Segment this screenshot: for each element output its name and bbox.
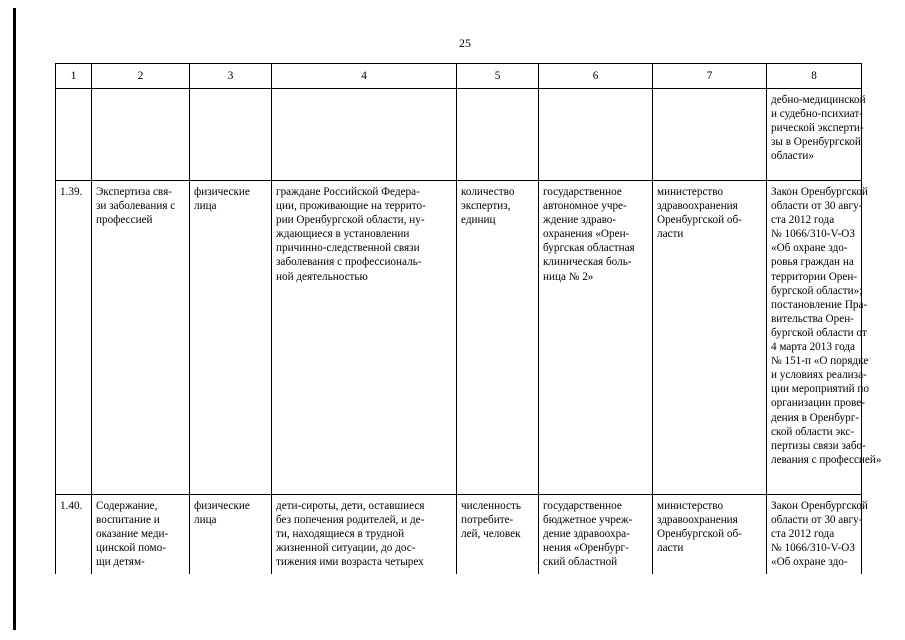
text-line: ласти (657, 542, 684, 555)
text-line: области от 30 авгу- (771, 200, 863, 213)
consumer-description-cell (272, 181, 457, 495)
service-name-cell (92, 181, 190, 495)
text-line: ста 2012 года (771, 214, 835, 227)
table-cell (190, 89, 272, 181)
row-number-cell (56, 181, 92, 495)
text-line: нения «Оренбург- (543, 542, 629, 555)
legal-basis-cell (767, 495, 868, 575)
institution-cell (539, 495, 653, 575)
text-line: тижения ими возраста четырех (276, 556, 424, 569)
text-line: численность (461, 500, 521, 512)
services-table (55, 63, 882, 574)
text-line: жизненной ситуации, до дос- (276, 542, 416, 555)
text-line: экспертиз, (461, 200, 511, 213)
indicator-cell (457, 181, 539, 495)
authority-cell (653, 495, 767, 575)
authority-cell (653, 181, 767, 495)
header-cell: 6 (539, 64, 653, 89)
text-line: рической эксперти- (771, 122, 864, 135)
text-line: заболевания с профессиональ- (276, 256, 422, 269)
table-cell (653, 89, 767, 181)
text-line: здравоохранения (657, 514, 738, 527)
consumer-category-cell (190, 181, 272, 495)
text-line: ста 2012 года (771, 528, 835, 541)
table-cell (272, 89, 457, 181)
text-line: 1.40. (60, 500, 83, 512)
text-line: ровья граждан на (771, 256, 854, 269)
text-line: оказание меди- (96, 528, 169, 541)
text-line: клиническая боль- (543, 256, 632, 269)
text-line: зы в Оренбургской (771, 136, 861, 149)
text-line: ский областной (543, 556, 618, 569)
text-line: министерство (657, 186, 724, 198)
text-line: ласти (657, 228, 684, 241)
text-line: дебно-медицинской (771, 94, 866, 106)
table-cell (767, 89, 866, 181)
header-cell: 2 (92, 64, 190, 89)
table-row (56, 89, 862, 181)
consumer-category-cell (190, 495, 272, 575)
page-number: 25 (459, 36, 471, 50)
text-line: № 1066/310-V-ОЗ (771, 542, 855, 555)
text-line: бургская областная (543, 242, 635, 255)
header-cell: 3 (190, 64, 272, 89)
text-line: физические (194, 500, 250, 512)
text-line: воспитание и (96, 514, 160, 527)
text-line: министерство (657, 500, 724, 512)
text-line: ти, находящиеся в трудной (276, 528, 405, 541)
text-line: цинской помо- (96, 542, 166, 555)
text-line: области от 30 авгу- (771, 514, 863, 527)
text-line: территории Орен- (771, 270, 858, 283)
text-line: ждающиеся в установлении (276, 228, 410, 241)
text-line: ции мероприятий по (771, 383, 869, 396)
text-line: организации прове- (771, 397, 865, 410)
text-line: дение здравоохра- (543, 528, 630, 541)
text-line: рии Оренбургской области, ну- (276, 214, 425, 227)
text-line: здравоохранения (657, 200, 738, 213)
text-line: профессией (96, 214, 153, 227)
table-row (56, 495, 862, 575)
text-line: бюджетное учреж- (543, 514, 633, 527)
table-cell (539, 89, 653, 181)
consumer-description-cell (272, 495, 457, 575)
text-line: «Об охране здо- (771, 556, 848, 569)
text-line: «Об охране здо- (771, 242, 848, 255)
service-name-cell (92, 495, 190, 575)
text-line: Содержание, (96, 500, 158, 512)
institution-cell (539, 181, 653, 495)
text-line: лица (194, 200, 217, 213)
text-line: государственное (543, 500, 622, 512)
text-line: области» (771, 150, 814, 163)
header-cell: 4 (272, 64, 457, 89)
row-number-cell (56, 495, 92, 575)
text-line: без попечения родителей, и де- (276, 514, 425, 527)
indicator-cell (457, 495, 539, 575)
text-line: ной деятельностью (276, 270, 368, 283)
text-line: ской области экс- (771, 425, 855, 438)
header-cell: 8 (767, 64, 862, 89)
text-line: Оренбургской об- (657, 214, 742, 227)
header-cell: 5 (457, 64, 539, 89)
table-header-row (56, 64, 862, 89)
text-line: ница № 2» (543, 270, 594, 283)
text-line: бургской области»; (771, 284, 863, 297)
table-cell (56, 89, 92, 181)
text-line: 1.39. (60, 186, 83, 198)
text-line: лей, человек (461, 528, 521, 541)
text-line: вительства Орен- (771, 312, 854, 325)
text-line: лица (194, 514, 217, 527)
text-line: постановление Пра- (771, 298, 868, 311)
text-line: Экспертиза свя- (96, 186, 172, 198)
text-line: щи детям- (96, 556, 145, 569)
text-line: Оренбургской об- (657, 528, 742, 541)
text-line: государственное (543, 186, 622, 198)
text-line: пертизы связи забо- (771, 439, 866, 452)
header-cell: 7 (653, 64, 767, 89)
table-cell (92, 89, 190, 181)
table-cell (457, 89, 539, 181)
text-line: и условиях реализа- (771, 369, 867, 382)
text-line: физические (194, 186, 250, 198)
text-line: ждение здраво- (543, 214, 617, 227)
table-row (56, 181, 862, 495)
text-line: левания с профессией» (771, 453, 882, 466)
text-line: зи заболевания с (96, 200, 176, 213)
text-line: № 151-п «О порядке (771, 355, 869, 368)
legal-basis-cell (767, 181, 882, 495)
text-line: охранения «Орен- (543, 228, 630, 241)
text-line: дения в Оренбург- (771, 411, 860, 424)
text-line: и судебно-психиат- (771, 108, 863, 121)
text-line: автономное учре- (543, 200, 627, 213)
text-line: 4 марта 2013 года (771, 341, 856, 354)
header-cell: 1 (56, 64, 92, 89)
text-line: потребите- (461, 514, 514, 527)
text-line: Закон Оренбургской (771, 500, 868, 512)
text-line: причинно-следственной связи (276, 242, 420, 255)
text-line: бургской области от (771, 326, 867, 339)
left-margin-rule (13, 8, 16, 630)
text-line: дети-сироты, дети, оставшиеся (276, 500, 425, 512)
text-line: ции, проживающие на террито- (276, 200, 426, 213)
text-line: количество (461, 186, 515, 198)
text-line: № 1066/310-V-ОЗ (771, 228, 855, 241)
text-line: Закон Оренбургской (771, 186, 868, 198)
text-line: единиц (461, 214, 496, 227)
text-line: граждане Российской Федера- (276, 186, 420, 198)
